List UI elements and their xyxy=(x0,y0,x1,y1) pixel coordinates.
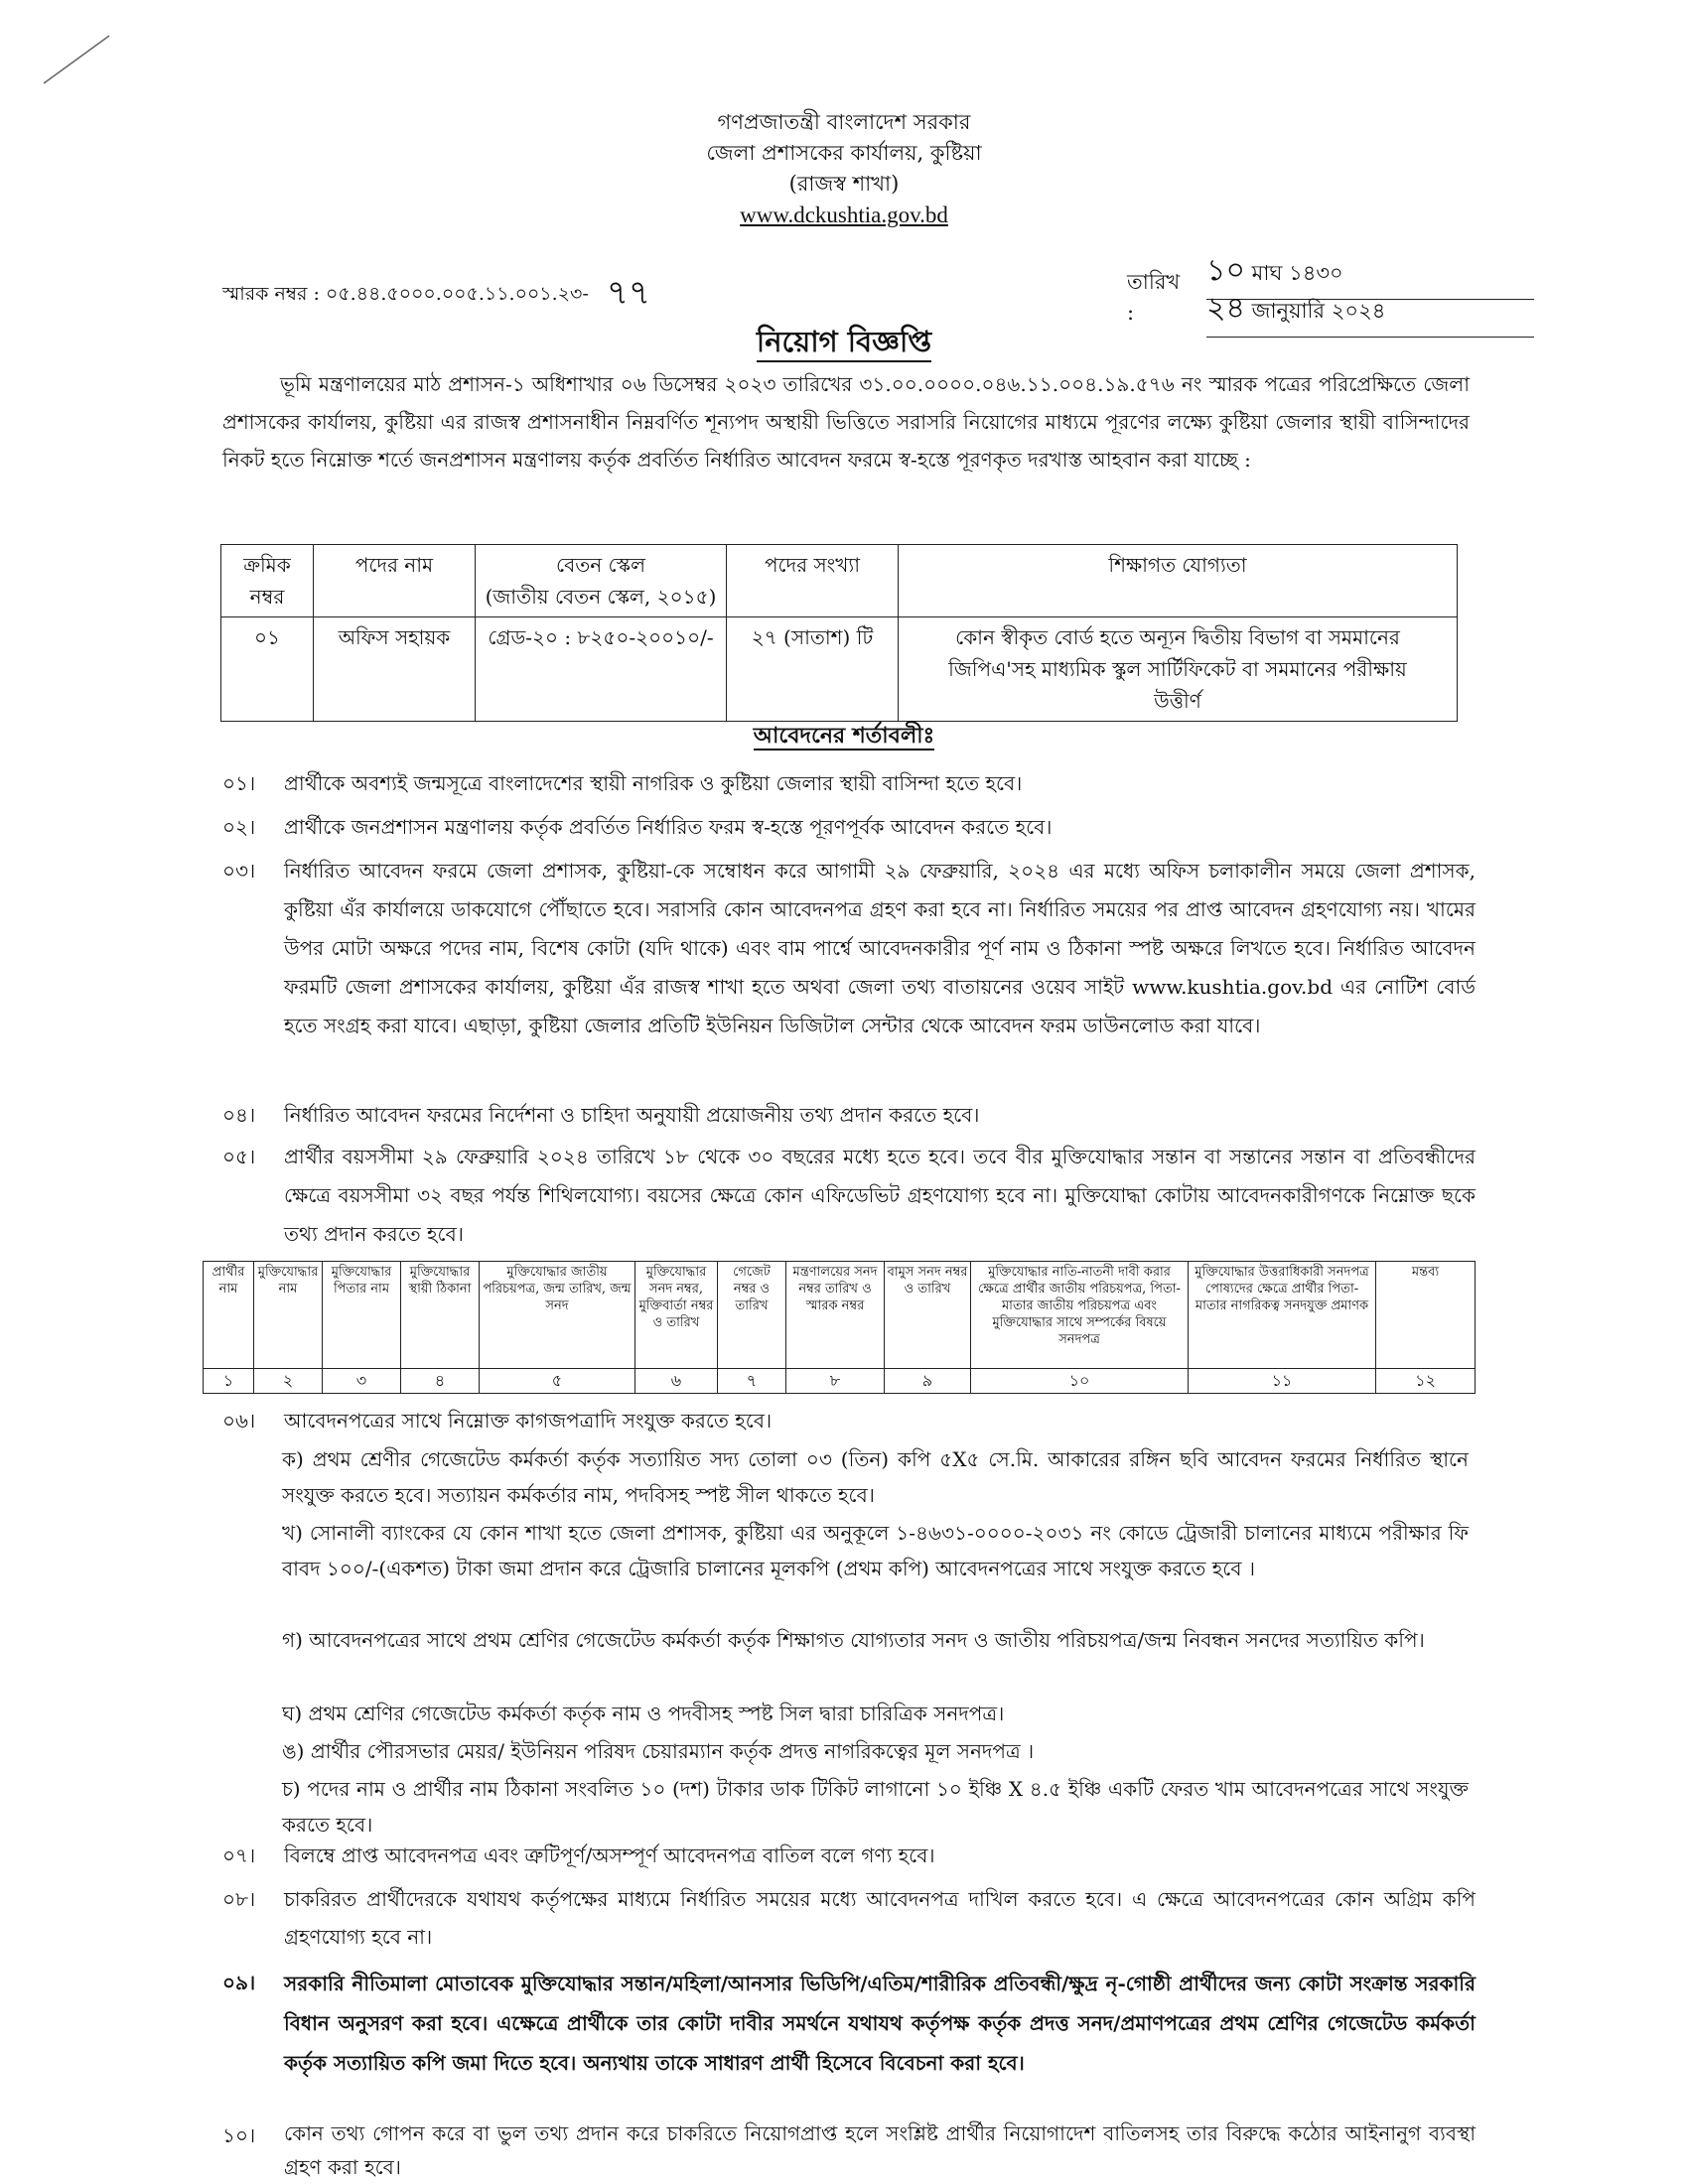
date-label: তারিখ : xyxy=(1127,270,1181,325)
header-branch: (রাজস্ব শাখা) xyxy=(788,172,900,196)
condition-text: প্রার্থীকে জনপ্রশাসন মন্ত্রণালয় কর্তৃক প্রবর্তিত নির্ধারিত ফরম স্ব-হস্তে পূরণপূর্বক আবেদন করতে হবে। xyxy=(284,815,1053,839)
condition-text: সরকারি নীতিমালা মোতাবেক মুক্তিযোদ্ধার সন্তান/মহিলা/আনসার ভিডিপি/এতিম/শারীরিক প্রতিবন্ধী/ক্ষুদ্র নৃ-গোষ্ঠী প্রার্থীদের জন্য কোটা সংক্রান্ত সরকারি বিধান অনুসরণ করা হবে। এক্ষেত্রে প্রার্থীকে তার কোটা দাবীর সমর্থনে যথাযথ কর্তৃপক্ষ কর্তৃক প্রদত্ত সনদ/প্রমাণপত্রের প্রথম শ্রেণির গেজেটেড কর্মকর্তা কর্তৃক সত্যায়িত কপি জমা দিতে হবে। অন্যথায় তাকে সাধারণ প্রার্থী হিসেবে বিবেচনা করা হবে। xyxy=(284,1972,1476,2075)
ff-col-number: ১০ xyxy=(971,1369,1189,1394)
ff-header-cell: মুক্তিযোদ্ধার পিতার নাম xyxy=(323,1262,401,1369)
freedom-fighter-table xyxy=(203,1261,1476,1394)
col-post: পদের নাম xyxy=(314,545,476,617)
condition-text: বিলম্বে প্রাপ্ত আবেদনপত্র এবং ত্রুটিপূর্ণ/অসম্পূর্ণ আবেদনপত্র বাতিল বলে গণ্য হবে। xyxy=(284,1843,935,1867)
cell-scale: গ্রেড-২০ : ৮২৫০-২০০১০/- xyxy=(476,617,727,722)
col-scale: বেতন স্কেল (জাতীয় বেতন স্কেল, ২০১৫) xyxy=(476,545,727,617)
ff-header-cell: প্রার্থীর নাম xyxy=(204,1262,254,1369)
ff-col-number: ৪ xyxy=(401,1369,480,1394)
ff-col-number: ১২ xyxy=(1376,1369,1476,1394)
col-count: পদের সংখ্যা xyxy=(727,545,899,617)
ff-col-number: ৭ xyxy=(718,1369,786,1394)
condition-text: কোন তথ্য গোপন করে বা ভুল তথ্য প্রদান করে চাকরিতে নিয়োগপ্রাপ্ত হলে সংশ্লিষ্ট প্রার্থীর নিয়োগাদেশ বাতিলসহ তার বিরুদ্ধে কঠোর আইনানুগ ব্যবস্থা গ্রহণ করা হবে। xyxy=(284,2121,1476,2179)
header-government: গণপ্রজাতন্ত্রী বাংলাদেশ সরকার xyxy=(717,110,971,134)
notice-title: নিয়োগ বিজ্ঞপ্তি xyxy=(0,320,1688,368)
condition-number: ০৩। xyxy=(222,859,256,883)
condition-text: চাকরিরত প্রার্থীদেরকে যথাযথ কর্তৃপক্ষের মাধ্যমে নির্ধারিত সময়ের মধ্যে আবেদনপত্র দাখিল করতে হবে। এ ক্ষেত্রে আবেদনপত্রের কোন অগ্রিম কপি গ্রহণযোগ্য হবে না। xyxy=(284,1887,1476,1949)
ff-header-cell: বামুস সনদ নম্বর ও তারিখ xyxy=(885,1262,971,1369)
date-bangla-day: ১০ xyxy=(1206,253,1245,288)
ff-col-number: ১ xyxy=(204,1369,254,1394)
ff-header-cell: গেজেট নম্বর ও তারিখ xyxy=(718,1262,786,1369)
attachment-item: ঙ) প্রার্থীর পৌরসভার মেয়র/ ইউনিয়ন পরিষদ চেয়ারম্যান কর্তৃক প্রদত্ত নাগরিকত্বের মূল সনদপত্র । xyxy=(282,1739,1035,1763)
ff-header-cell: মুক্তিযোদ্ধার জাতীয় পরিচয়পত্র, জন্ম তারিখ, জন্ম সনদ xyxy=(480,1262,635,1369)
condition-number: ১০। xyxy=(222,2123,256,2147)
ff-col-number: ৩ xyxy=(323,1369,401,1394)
condition-text: প্রার্থীকে অবশ্যই জন্মসূত্রে বাংলাদেশের স্থায়ী নাগরিক ও কুষ্টিয়া জেলার স্থায়ী বাসিন্দা হতে হবে। xyxy=(284,771,1023,795)
attachment-item: ক) প্রথম শ্রেণীর গেজেটেড কর্মকর্তা কর্তৃক সত্যায়িত সদ্য তোলা ০৩ (তিন) কপি ৫X৫ সে.মি. আকারের রঙ্গিন ছবি আবেদন ফরমের নির্ধারিত স্থানে সংযুক্ত করতে হবে। সত্যায়ন কর্মকর্তার নাম, পদবিসহ স্পষ্ট সীল থাকতে হবে। xyxy=(282,1447,1469,1507)
date-english-day: ২৪ xyxy=(1206,291,1245,326)
memo-handwritten-number: ৭৭ xyxy=(606,273,651,313)
conditions-title: আবেদনের শর্তাবলীঃ xyxy=(753,723,935,749)
attachment-item: গ) আবেদনপত্রের সাথে প্রথম শ্রেণির গেজেটেড কর্মকর্তা কর্তৃক শিক্ষাগত যোগ্যতার সনদ ও জাতীয় পরিচয়পত্র/জন্ম নিবন্ধন সনদের সত্যায়িত কপি। xyxy=(282,1628,1425,1652)
ff-col-number: ৬ xyxy=(635,1369,718,1394)
attachment-item: ঘ) প্রথম শ্রেণির গেজেটেড কর্মকর্তা কর্তৃক নাম ও পদবীসহ স্পষ্ট সিল দ্বারা চারিত্রিক সনদপত্র। xyxy=(282,1702,1005,1725)
condition-number: ০৬। xyxy=(222,1409,256,1433)
date-bangla-rest: মাঘ ১৪৩০ xyxy=(1251,261,1343,285)
condition-number: ০২। xyxy=(222,815,256,839)
memo-number xyxy=(222,263,650,320)
ff-header-cell: মুক্তিযোদ্ধার উত্তরাধিকারী সনদপত্র পোষ্যদের ক্ষেত্রে প্রার্থীর পিতা-মাতার নাগরিকত্ব সনদযুক্ত প্রমাণক xyxy=(1189,1262,1376,1369)
intro-paragraph: ভূমি মন্ত্রণালয়ের মাঠ প্রশাসন-১ অধিশাখার ০৬ ডিসেম্বর ২০২৩ তারিখের ৩১.০০.০০০০.০৪৬.১১.০০৪.১৯.৫৭৬ নং স্মারক পত্রের পরিপ্রেক্ষিতে জেলা প্রশাসকের কার্যালয়, কুষ্টিয়া এর রাজস্ব প্রশাসনাধীন নিম্নবর্ণিত শূন্যপদ অস্থায়ী ভিত্তিতে সরাসরি নিয়োগের মাধ্যমে পূরণের লক্ষ্যে কুষ্টিয়া জেলার স্থায়ী বাসিন্দাদের নিকট হতে নিম্নোক্ত শর্তে জনপ্রশাসন মন্ত্রণালয় কর্তৃক প্রবর্তিত নির্ধারিত আবেদন ফরমে স্ব-হস্তে পূরণকৃত দরখাস্ত আহবান করা যাচ্ছে : xyxy=(222,372,1470,472)
vacancy-table-header xyxy=(221,545,1458,617)
vacancy-row xyxy=(221,617,1458,722)
ff-header-cell: মুক্তিযোদ্ধার নাম xyxy=(254,1262,323,1369)
ff-table-header xyxy=(204,1262,1476,1369)
cell-count: ২৭ (সাতাশ) টি xyxy=(727,617,899,722)
condition-number: ০৮। xyxy=(222,1887,256,1911)
ff-col-number: ৫ xyxy=(480,1369,635,1394)
cell-serial: ০১ xyxy=(221,617,314,722)
vacancy-table xyxy=(220,544,1458,722)
cell-post: অফিস সহায়ক xyxy=(314,617,476,722)
condition-text: প্রার্থীর বয়সসীমা ২৯ ফেব্রুয়ারি ২০২৪ তারিখে ১৮ থেকে ৩০ বছরের মধ্যে হতে হবে। তবে বীর মুক্তিযোদ্ধার সন্তান বা সন্তানের সন্তান বা প্রতিবন্ধীদের ক্ষেত্রে বয়সসীমা ৩২ বছর পর্যন্ত শিথিলযোগ্য। বয়সের ক্ষেত্রে কোন এফিডেভিট গ্রহণযোগ্য হবে না। মুক্তিযোদ্ধা কোটায় আবেদনকারীগণকে নিম্নোক্ত ছকে তথ্য প্রদান করতে হবে। xyxy=(284,1145,1476,1246)
letterhead xyxy=(0,107,1688,230)
pen-stroke-mark xyxy=(38,30,117,89)
condition-text: নির্ধারিত আবেদন ফরমে জেলা প্রশাসক, কুষ্টিয়া-কে সম্বোধন করে আগামী ২৯ ফেব্রুয়ারি, ২০২৪ এর মধ্যে অফিস চলাকালীন সময়ে জেলা প্রশাসক, কুষ্টিয়া এঁর কার্যালয়ে ডাকযোগে পৌঁছাতে হবে। সরাসরি কোন আবেদনপত্র গ্রহণ করা হবে না। নির্ধারিত সময়ের পর প্রাপ্ত আবেদন গ্রহণযোগ্য নয়। খামের উপর মোটা অক্ষরে পদের নাম, বিশেষ কোটা (যদি থাকে) এবং বাম পার্শ্বে আবেদনকারীর পূর্ণ নাম ও ঠিকানা স্পষ্ট অক্ষরে লিখতে হবে। নির্ধারিত আবেদন ফরমটি জেলা প্রশাসকের কার্যালয়, কুষ্টিয়া এঁর রাজস্ব শাখা হতে অথবা জেলা তথ্য বাতায়নের ওয়েব সাইট www.kushtia.gov.bd এর নোটিশ বোর্ড হতে সংগ্রহ করা যাবে। এছাড়া, কুষ্টিয়া জেলার প্রতিটি ইউনিয়ন ডিজিটাল সেন্টার থেকে আবেদন ফরম ডাউনলোড করা যাবে। xyxy=(284,859,1476,1037)
condition-number: ০৫। xyxy=(222,1145,256,1168)
header-office: জেলা প্রশাসকের কার্যালয়, কুষ্টিয়া xyxy=(706,141,982,165)
header-website-link[interactable]: www.dckushtia.gov.bd xyxy=(740,203,948,227)
condition-number: ০৪। xyxy=(222,1103,256,1127)
ff-header-cell: মন্ত্রণালয়ের সনদ নম্বর তারিখ ও স্মারক নম্বর xyxy=(786,1262,885,1369)
condition-number: ০৯। xyxy=(222,1971,256,1994)
condition-number: ০১। xyxy=(222,771,256,795)
ff-table-number-row xyxy=(204,1369,1476,1394)
ff-col-number: ১১ xyxy=(1189,1369,1376,1394)
memo-label: স্মারক নম্বর : ০৫.৪৪.৫০০০.০০৫.১১.০০১.২৩- xyxy=(222,283,589,305)
attachment-item: চ) পদের নাম ও প্রার্থীর নাম ঠিকানা সংবলিত ১০ (দশ) টাকার ডাক টিকিট লাগানো ১০ ইঞ্চি X ৪.৫ ইঞ্চি একটি ফেরত খাম আবেদনপত্রের সাথে সংযুক্ত করতে হবে। xyxy=(282,1777,1469,1837)
col-serial: ক্রমিক নম্বর xyxy=(221,545,314,617)
condition-text: নির্ধারিত আবেদন ফরমের নির্দেশনা ও চাহিদা অনুযায়ী প্রয়োজনীয় তথ্য প্রদান করতে হবে। xyxy=(284,1103,980,1127)
date-english-rest: জানুয়ারি ২০২৪ xyxy=(1251,299,1386,323)
col-qualification: শিক্ষাগত যোগ্যতা xyxy=(899,545,1458,617)
ff-header-cell: মুক্তিযোদ্ধার সনদ নম্বর, মুক্তিবার্তা নম্বর ও তারিখ xyxy=(635,1262,718,1369)
ff-header-cell: মুক্তিযোদ্ধার স্থায়ী ঠিকানা xyxy=(401,1262,480,1369)
ff-col-number: ২ xyxy=(254,1369,323,1394)
ff-header-cell: মন্তব্য xyxy=(1376,1262,1476,1369)
ff-header-cell: মুক্তিযোদ্ধার নাতি-নাতনী দাবী করার ক্ষেত্রে প্রার্থীর জাতীয় পরিচয়পত্র, পিতা-মাতার জাতীয় পরিচয়পত্র এবং মুক্তিযোদ্ধার সাথে সম্পর্কের বিষয়ে সনদপত্র xyxy=(971,1262,1189,1369)
ff-col-number: ৯ xyxy=(885,1369,971,1394)
cell-qualification: কোন স্বীকৃত বোর্ড হতে অন্যূন দ্বিতীয় বিভাগ বা সমমানের জিপিএ'সহ মাধ্যমিক স্কুল সার্টিফিকেট বা সমমানের পরীক্ষায় উত্তীর্ণ xyxy=(899,617,1458,722)
condition-text: আবেদনপত্রের সাথে নিম্নোক্ত কাগজপত্রাদি সংযুক্ত করতে হবে। xyxy=(284,1409,773,1433)
attachment-item: খ) সোনালী ব্যাংকের যে কোন শাখা হতে জেলা প্রশাসক, কুষ্টিয়া এর অনুকূলে ১-৪৬৩১-০০০০-২০৩১ নং কোডে ট্রেজারী চালানের মাধ্যমে পরীক্ষার ফি বাবদ ১০০/-(একশত) টাকা জমা প্রদান করে ট্রেজারি চালানের মূলকপি (প্রথম কপি) আবেদনপত্রের সাথে সংযুক্ত করতে হবে । xyxy=(282,1521,1469,1580)
ff-col-number: ৮ xyxy=(786,1369,885,1394)
condition-number: ০৭। xyxy=(222,1843,256,1867)
